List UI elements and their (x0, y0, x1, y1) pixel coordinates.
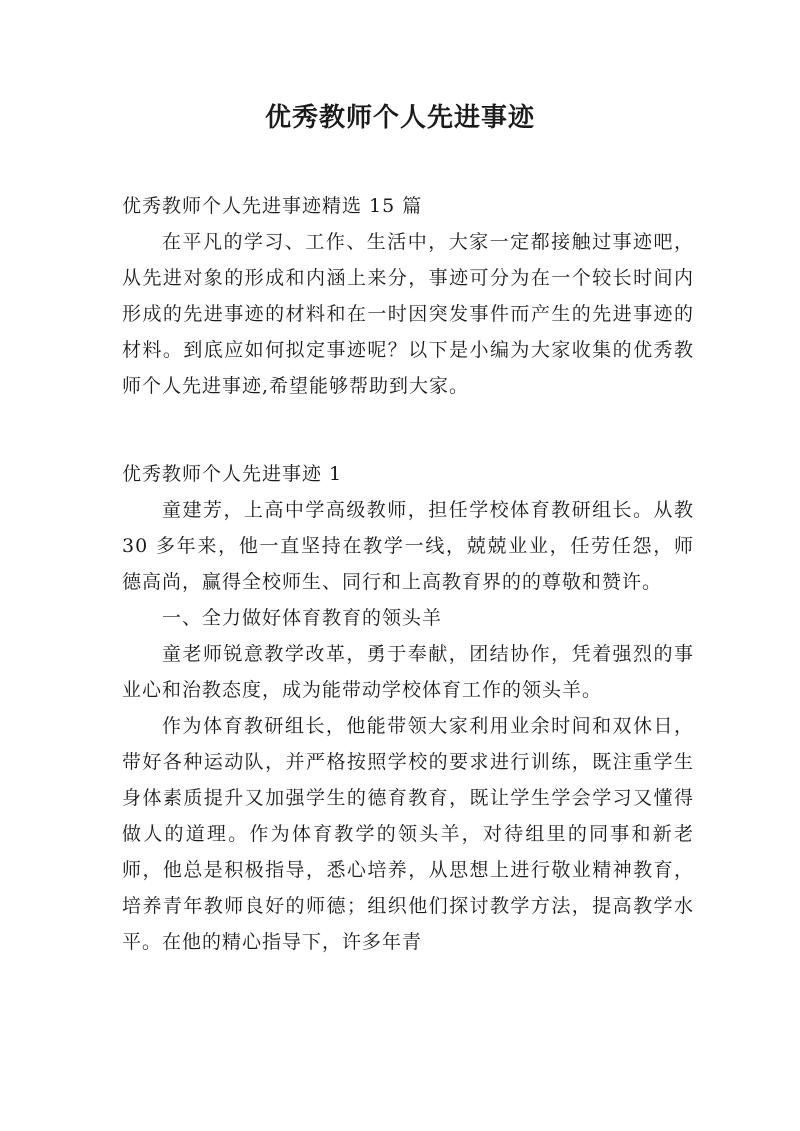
document-body (122, 188, 694, 960)
section1-heading: 优秀教师个人先进事迹 1 (122, 463, 343, 485)
intro-heading: 优秀教师个人先进事迹精选 15 篇 (122, 195, 423, 217)
section1-paragraph-1: 童建芳，上高中学高级教师，担任学校体育教研组长。从教 30 多年来，他一直坚持在教学一线，兢兢业业，任劳任怨，师德高尚，赢得全校师生、同行和上高教育界的的尊敬和赞许。 (122, 499, 694, 593)
intro-paragraph: 在平凡的学习、工作、生活中，大家一定都接触过事迹吧，从先进对象的形成和内涵上来分，事迹可分为在一个较长时间内形成的先进事迹的材料和在一时因突发事件而产生的先进事迹的材料。到底应如何拟定事迹呢？以下是小编为大家收集的优秀教师个人先进事迹,希望能够帮助到大家。 (122, 231, 694, 397)
document-title: 优秀教师个人先进事迹 (264, 103, 535, 133)
section1-subheading-1: 一、全力做好体育教育的领头羊 (162, 607, 443, 629)
section1-paragraph-2: 童老师锐意教学改革，勇于奉献，团结协作，凭着强烈的事业心和治教态度，成为能带动学校体育工作的领头羊。 (122, 643, 694, 701)
section1-paragraph-3: 作为体育教研组长，他能带领大家利用业余时间和双休日，带好各种运动队，并严格按照学校的要求进行训练，既注重学生身体素质提升又加强学生的德育教育，既让学生学会学习又懂得做人的道理。作为体育教学的领头羊，对待组里的同事和新老师，他总是积极指导，悉心培养，从思想上进行敬业精神教育，培养青年教师良好的师德；组织他们探讨教学方法，提高教学水平。在他的精心指导下，许多年青 (122, 715, 694, 953)
section-spacer (122, 404, 694, 456)
